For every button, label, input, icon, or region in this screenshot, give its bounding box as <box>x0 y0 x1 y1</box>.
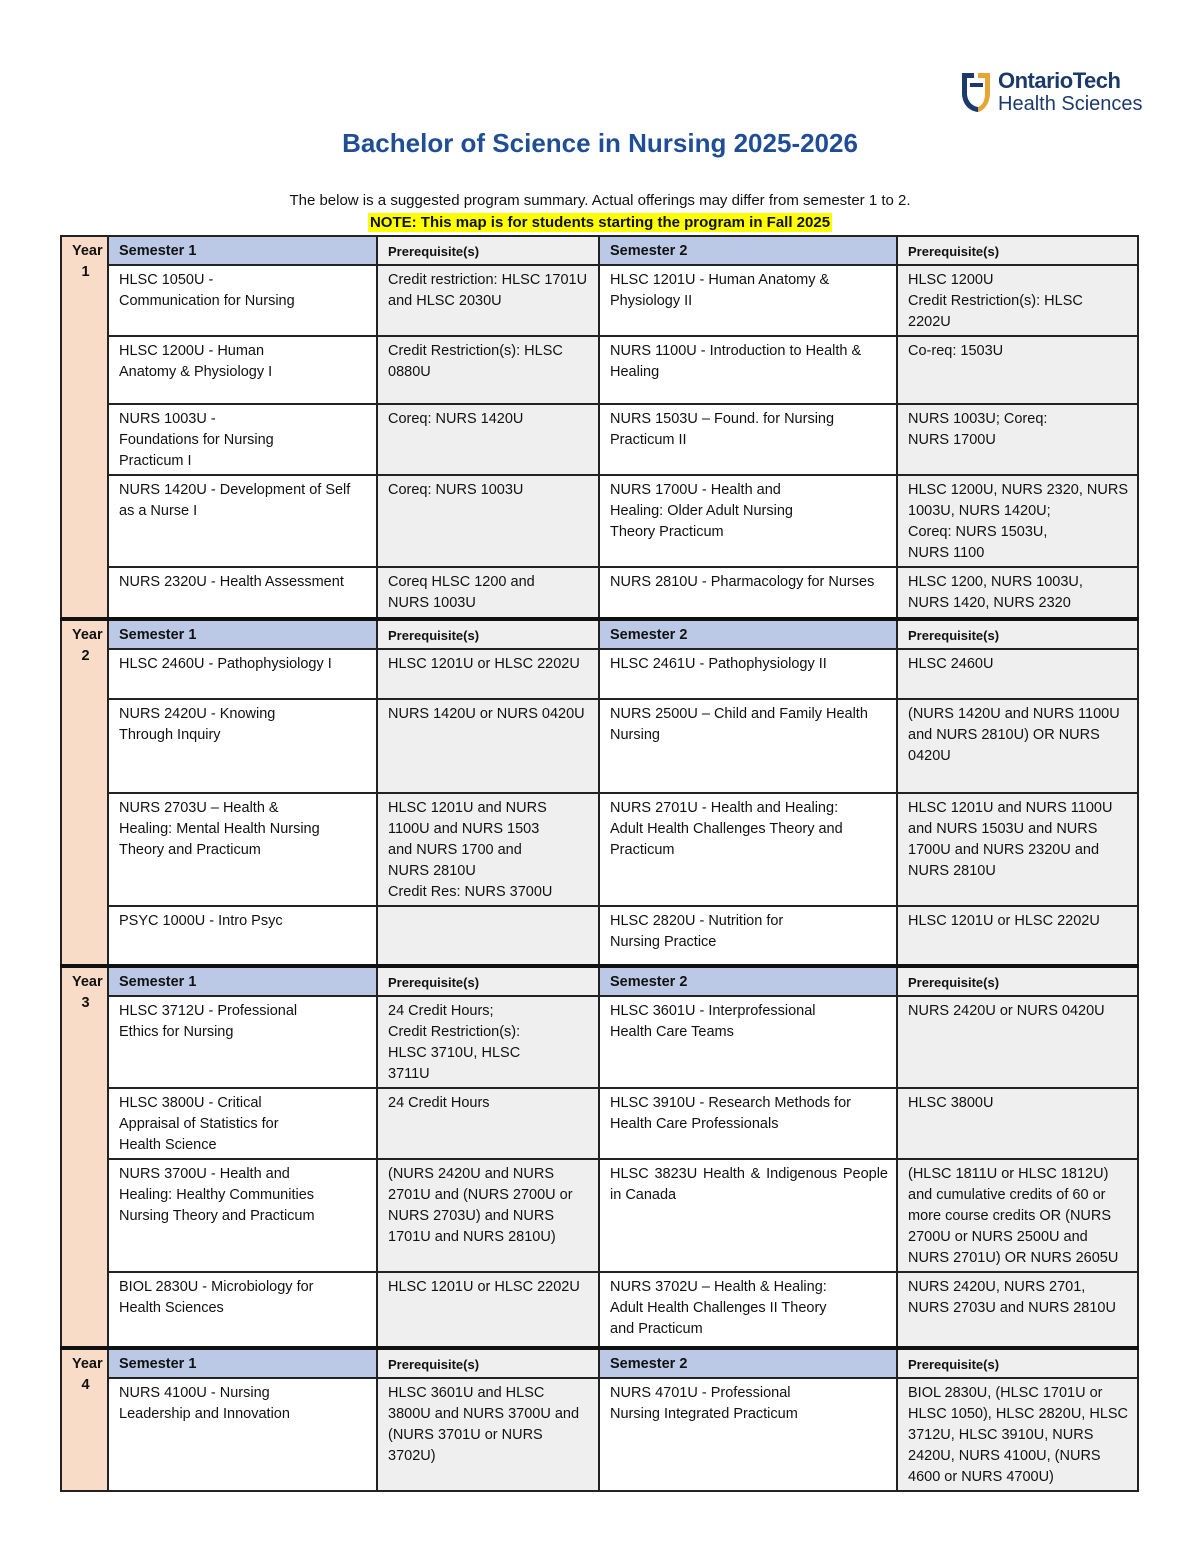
prereq-header: Prerequisite(s) <box>377 1348 599 1378</box>
semester1-prerequisite: HLSC 1201U and NURS 1100U and NURS 1503 and NURS 1700 and NURS 2810U Credit Res: NURS 3700U <box>377 793 599 906</box>
shield-logo-icon <box>958 69 994 115</box>
semester2-course: NURS 1503U – Found. for Nursing Practicum II <box>599 404 897 475</box>
semester2-prerequisite: HLSC 3800U <box>897 1088 1138 1159</box>
semester1-course: HLSC 1050U - Communication for Nursing <box>108 265 377 336</box>
semester1-header: Semester 1 <box>108 966 377 996</box>
year-header-row <box>61 619 1138 649</box>
semester1-header: Semester 1 <box>108 619 377 649</box>
semester1-course: NURS 1003U - Foundations for Nursing Practicum I <box>108 404 377 475</box>
semester2-prerequisite: HLSC 1200U Credit Restriction(s): HLSC 2202U <box>897 265 1138 336</box>
course-row <box>61 649 1138 699</box>
semester1-course: NURS 2703U – Health & Healing: Mental Health Nursing Theory and Practicum <box>108 793 377 906</box>
course-row <box>61 567 1138 619</box>
semester1-prerequisite: 24 Credit Hours <box>377 1088 599 1159</box>
semester2-prerequisite: HLSC 1201U or HLSC 2202U <box>897 906 1138 966</box>
course-row <box>61 1272 1138 1348</box>
semester2-prerequisite: HLSC 1200U, NURS 2320, NURS 1003U, NURS 1420U; Coreq: NURS 1503U, NURS 1100 <box>897 475 1138 567</box>
semester2-course: HLSC 3601U - Interprofessional Health Care Teams <box>599 996 897 1088</box>
semester1-prerequisite <box>377 906 599 966</box>
semester2-header: Semester 2 <box>599 966 897 996</box>
semester1-course: NURS 3700U - Health and Healing: Healthy Communities Nursing Theory and Practicum <box>108 1159 377 1272</box>
course-row <box>61 404 1138 475</box>
semester2-course: NURS 2701U - Health and Healing: Adult Health Challenges Theory and Practicum <box>599 793 897 906</box>
course-row <box>61 699 1138 793</box>
prereq-header: Prerequisite(s) <box>897 966 1138 996</box>
semester2-course: NURS 1700U - Health and Healing: Older Adult Nursing Theory Practicum <box>599 475 897 567</box>
year-label: Year 4 <box>61 1348 108 1491</box>
year-label: Year 2 <box>61 619 108 966</box>
year-header-row <box>61 1348 1138 1378</box>
semester2-course: NURS 3702U – Health & Healing: Adult Health Challenges II Theory and Practicum <box>599 1272 897 1348</box>
semester2-course: NURS 2500U – Child and Family Health Nursing <box>599 699 897 793</box>
semester2-prerequisite: NURS 1003U; Coreq: NURS 1700U <box>897 404 1138 475</box>
prereq-header: Prerequisite(s) <box>897 619 1138 649</box>
semester2-course: NURS 4701U - Professional Nursing Integrated Practicum <box>599 1378 897 1491</box>
semester1-course: NURS 1420U - Development of Self as a Nurse I <box>108 475 377 567</box>
semester1-prerequisite: Coreq: NURS 1003U <box>377 475 599 567</box>
year-header-row <box>61 236 1138 265</box>
semester1-prerequisite: HLSC 1201U or HLSC 2202U <box>377 649 599 699</box>
semester1-prerequisite: (NURS 2420U and NURS 2701U and (NURS 2700U or NURS 2703U) and NURS 1701U and NURS 2810U) <box>377 1159 599 1272</box>
semester2-prerequisite: BIOL 2830U, (HLSC 1701U or HLSC 1050), HLSC 2820U, HLSC 3712U, HLSC 3910U, NURS 2420U, NURS 4100U, (NURS 4600 or NURS 4700U) <box>897 1378 1138 1491</box>
course-row <box>61 1159 1138 1272</box>
semester2-course: HLSC 3910U - Research Methods for Health Care Professionals <box>599 1088 897 1159</box>
prereq-header: Prerequisite(s) <box>377 619 599 649</box>
semester1-course: HLSC 3800U - Critical Appraisal of Statistics for Health Science <box>108 1088 377 1159</box>
prereq-header: Prerequisite(s) <box>377 966 599 996</box>
semester2-course: HLSC 1201U - Human Anatomy & Physiology II <box>599 265 897 336</box>
semester2-course: NURS 2810U - Pharmacology for Nurses <box>599 567 897 619</box>
semester2-course: HLSC 2461U - Pathophysiology II <box>599 649 897 699</box>
semester2-header: Semester 2 <box>599 1348 897 1378</box>
semester2-course: HLSC 3823U Health & Indigenous People in Canada <box>599 1159 897 1272</box>
logo-faculty: Health Sciences <box>998 93 1143 115</box>
semester2-prerequisite: HLSC 1201U and NURS 1100U and NURS 1503U and NURS 1700U and NURS 2320U and NURS 2810U <box>897 793 1138 906</box>
course-row <box>61 906 1138 966</box>
logo-name: OntarioTech <box>998 68 1121 93</box>
semester1-course: NURS 4100U - Nursing Leadership and Innovation <box>108 1378 377 1491</box>
prereq-header: Prerequisite(s) <box>897 1348 1138 1378</box>
semester1-course: HLSC 3712U - Professional Ethics for Nursing <box>108 996 377 1088</box>
course-row <box>61 265 1138 336</box>
semester1-prerequisite: HLSC 1201U or HLSC 2202U <box>377 1272 599 1348</box>
semester2-header: Semester 2 <box>599 619 897 649</box>
semester1-prerequisite: Credit Restriction(s): HLSC 0880U <box>377 336 599 404</box>
semester2-prerequisite: HLSC 1200, NURS 1003U, NURS 1420, NURS 2320 <box>897 567 1138 619</box>
course-row <box>61 1378 1138 1491</box>
course-row <box>61 336 1138 404</box>
semester2-course: NURS 1100U - Introduction to Health & Healing <box>599 336 897 404</box>
semester1-header: Semester 1 <box>108 236 377 265</box>
year-label: Year 3 <box>61 966 108 1348</box>
semester1-course: NURS 2320U - Health Assessment <box>108 567 377 619</box>
semester1-course: HLSC 1200U - Human Anatomy & Physiology I <box>108 336 377 404</box>
semester1-course: BIOL 2830U - Microbiology for Health Sciences <box>108 1272 377 1348</box>
semester1-prerequisite: Coreq HLSC 1200 and NURS 1003U <box>377 567 599 619</box>
semester1-prerequisite: 24 Credit Hours; Credit Restriction(s): HLSC 3710U, HLSC 3711U <box>377 996 599 1088</box>
year-label: Year 1 <box>61 236 108 619</box>
course-row <box>61 1088 1138 1159</box>
prereq-header: Prerequisite(s) <box>897 236 1138 265</box>
page-title: Bachelor of Science in Nursing 2025-2026 <box>342 128 858 158</box>
semester2-prerequisite: HLSC 2460U <box>897 649 1138 699</box>
semester1-course: PSYC 1000U - Intro Psyc <box>108 906 377 966</box>
ontario-tech-logo <box>958 62 1168 122</box>
prereq-header: Prerequisite(s) <box>377 236 599 265</box>
year-header-row <box>61 966 1138 996</box>
program-map-table <box>60 235 1139 1492</box>
semester2-prerequisite: (NURS 1420U and NURS 1100U and NURS 2810U) OR NURS 0420U <box>897 699 1138 793</box>
semester1-prerequisite: Credit restriction: HLSC 1701U and HLSC 2030U <box>377 265 599 336</box>
course-row <box>61 475 1138 567</box>
semester2-prerequisite: NURS 2420U or NURS 0420U <box>897 996 1138 1088</box>
course-row <box>61 996 1138 1088</box>
semester1-header: Semester 1 <box>108 1348 377 1378</box>
course-row <box>61 793 1138 906</box>
semester2-prerequisite: Co-req: 1503U <box>897 336 1138 404</box>
page-subtitle: The below is a suggested program summary. Actual offerings may differ from semester 1 to 2. <box>289 192 911 209</box>
semester1-course: HLSC 2460U - Pathophysiology I <box>108 649 377 699</box>
semester1-prerequisite: HLSC 3601U and HLSC 3800U and NURS 3700U and (NURS 3701U or NURS 3702U) <box>377 1378 599 1491</box>
semester1-prerequisite: NURS 1420U or NURS 0420U <box>377 699 599 793</box>
semester2-prerequisite: NURS 2420U, NURS 2701, NURS 2703U and NURS 2810U <box>897 1272 1138 1348</box>
semester2-course: HLSC 2820U - Nutrition for Nursing Practice <box>599 906 897 966</box>
semester1-prerequisite: Coreq: NURS 1420U <box>377 404 599 475</box>
semester2-prerequisite: (HLSC 1811U or HLSC 1812U) and cumulative credits of 60 or more course credits OR (NURS 2700U or NURS 2500U and NURS 2701U) OR NURS 2605U <box>897 1159 1138 1272</box>
fall-note: NOTE: This map is for students starting the program in Fall 2025 <box>369 214 831 231</box>
semester1-course: NURS 2420U - Knowing Through Inquiry <box>108 699 377 793</box>
semester2-header: Semester 2 <box>599 236 897 265</box>
